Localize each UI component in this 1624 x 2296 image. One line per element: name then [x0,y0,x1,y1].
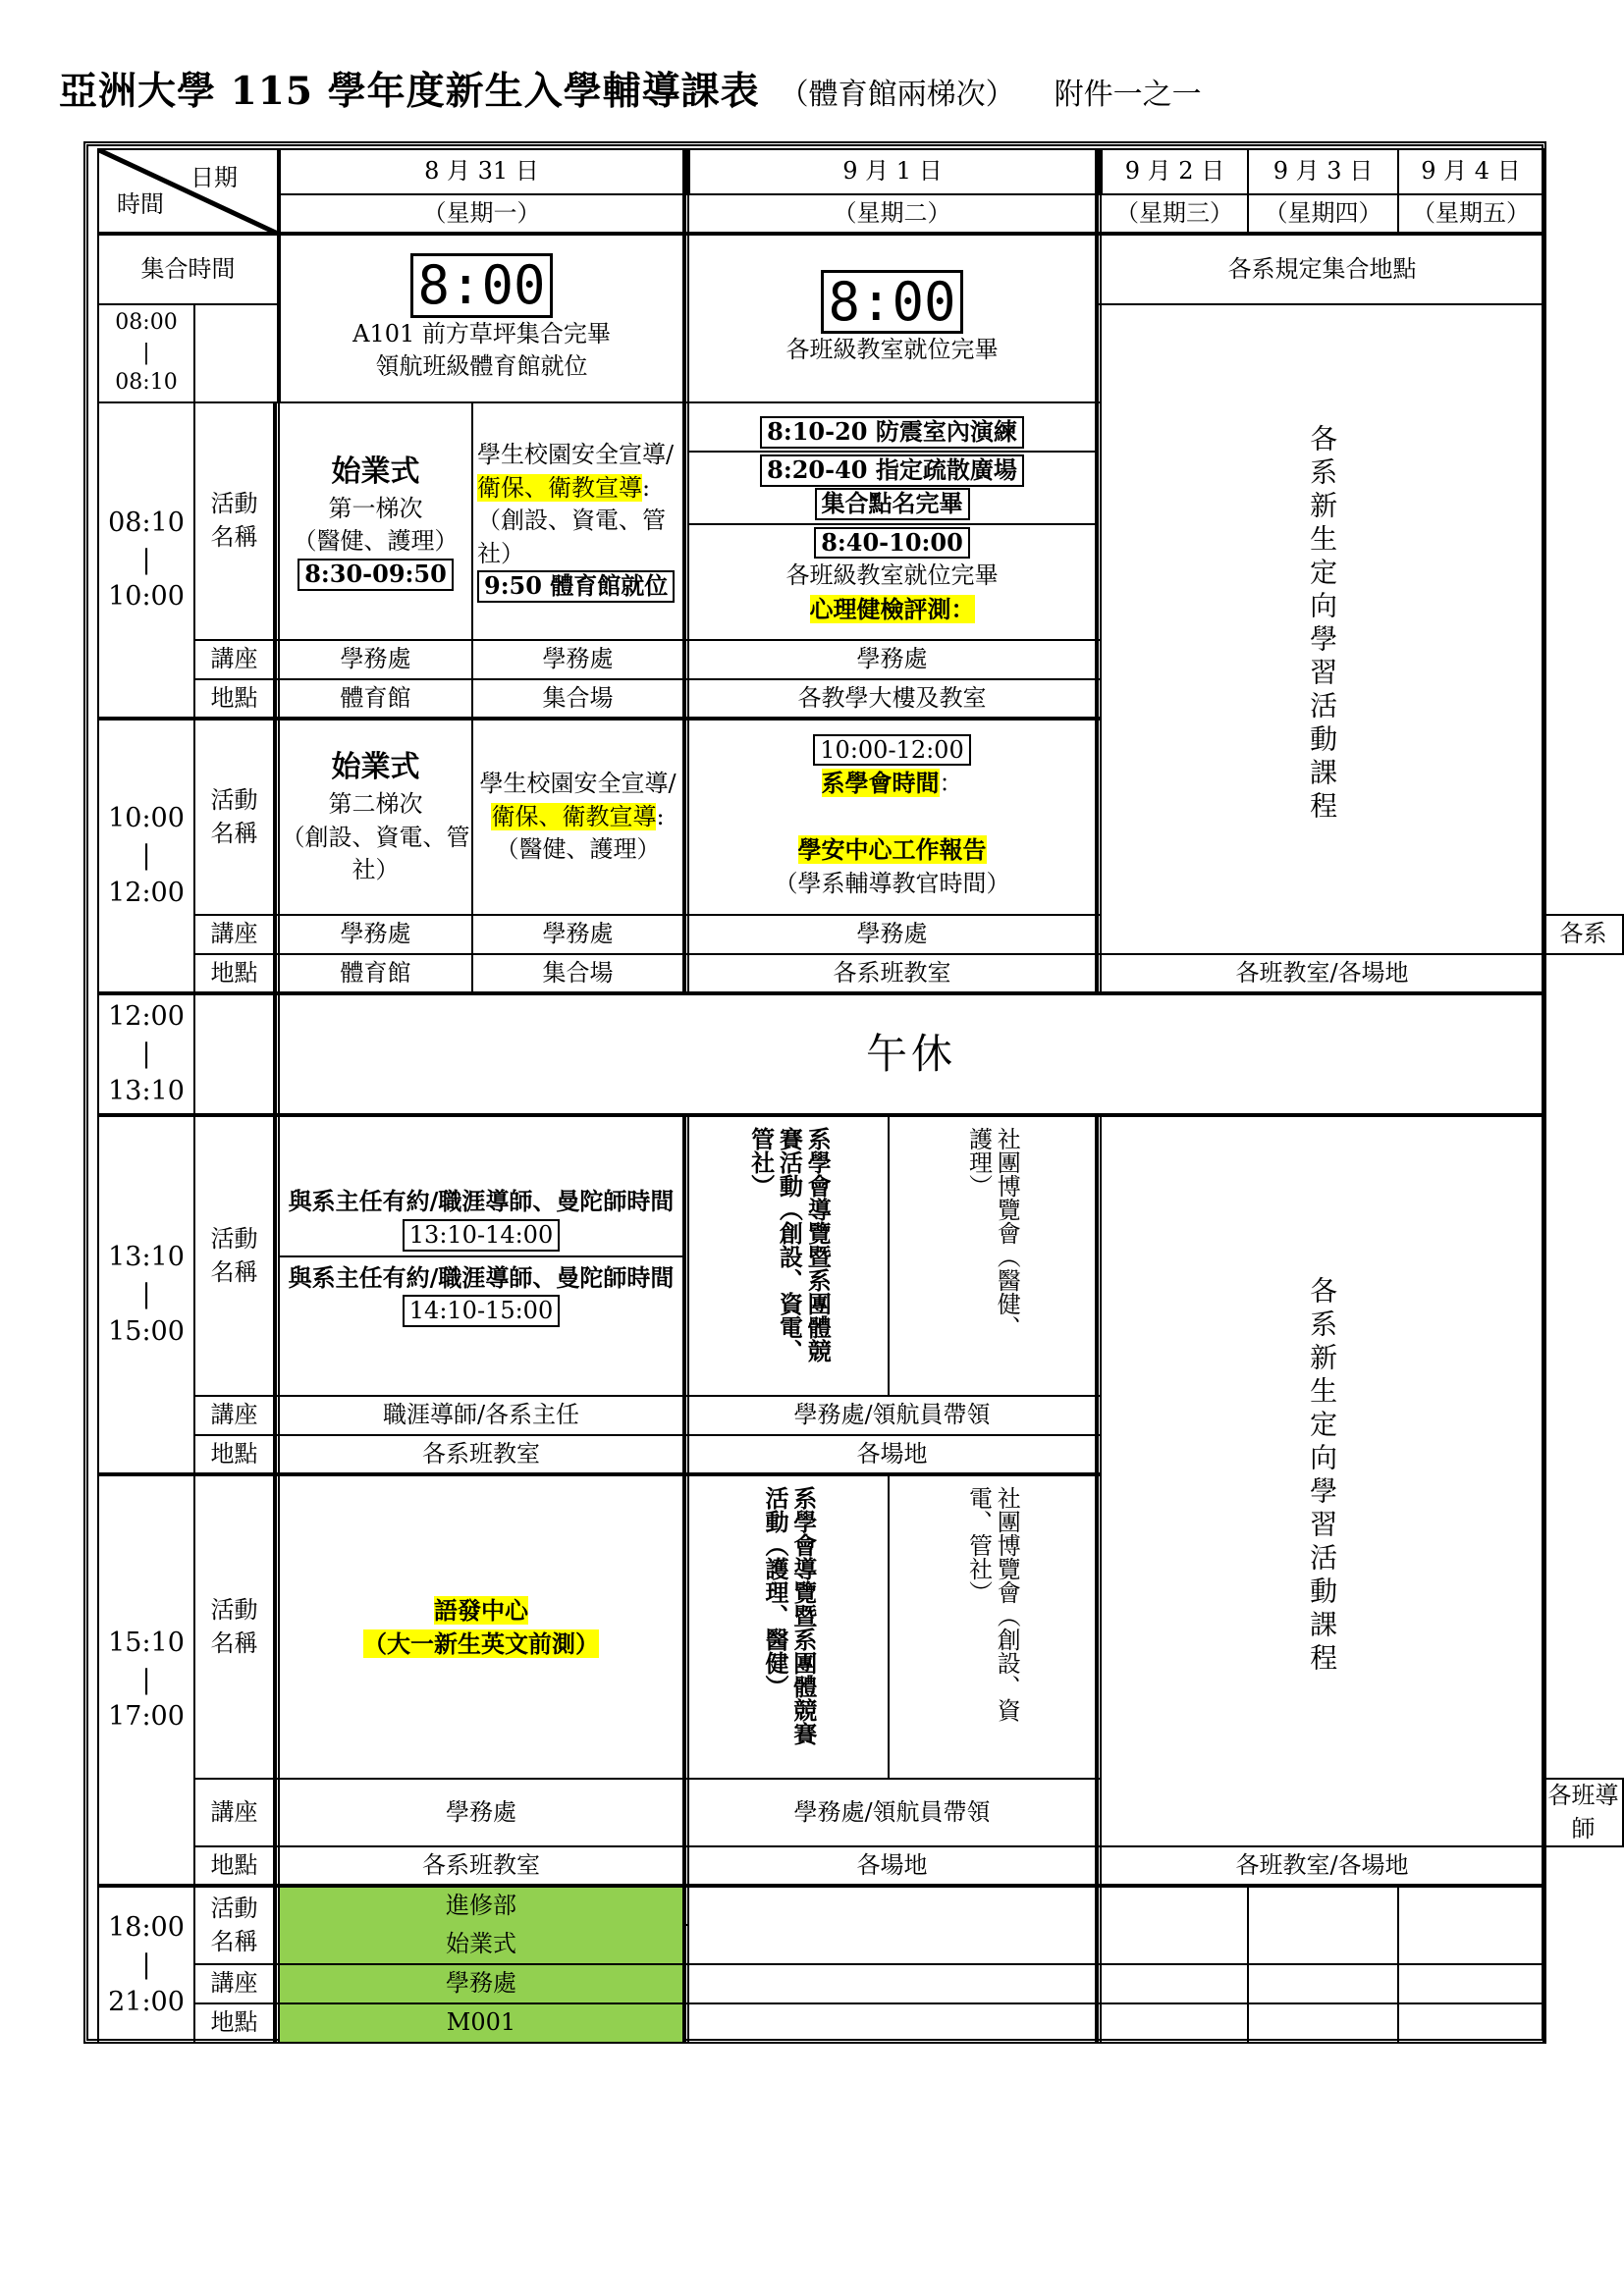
block4-loc-d1: 各系班教室 [279,1846,684,1886]
block3-time: 13:10 | 15:00 [98,1115,194,1474]
block4-lect-d3: 各班導師 [1543,1779,1623,1846]
day1-weekday: （星期一） [279,194,684,234]
block1-activity-label: 活動 名稱 [194,402,275,640]
block4-loc-d3: 各班教室/各場地 [1101,1846,1543,1886]
block1-loc-d1a: 體育館 [279,679,472,719]
block1-evac1: 8:20-40 指定疏散廣場 [760,454,1024,487]
side-block1 [1101,304,1543,954]
block1-day1a [279,402,472,640]
block4-day1-hl2: （大一新生英文前測） [363,1629,599,1658]
block5-location-label: 地點 [194,2003,275,2043]
gather-day1-time: 8:00 [410,253,552,317]
block2-day2 [688,719,1097,915]
gather-day2-time: 8:00 [821,270,962,334]
block5-act2: 始業式 [279,1925,684,1964]
block1-day1b-pre: 學生校園安全宣導/ [477,441,675,469]
page-title [59,61,1202,116]
block4-lecturer-label: 講座 [194,1779,275,1846]
block1-day2 [688,402,1097,640]
title-main: 亞洲大學 115 學年度新生入學輔導課表 [59,69,760,114]
block4-day1 [279,1474,684,1779]
day3-date: 9 月 2 日 [1101,149,1248,194]
day3-weekday: （星期三） [1101,194,1248,234]
block3-day2b-text: 社團博覽會（醫健、護理） [964,1127,1021,1339]
schedule-table [97,148,1624,2044]
day4-weekday: （星期四） [1248,194,1398,234]
block4-day1-hl1: 語發中心 [434,1595,528,1625]
block3-day2b [889,1115,1097,1396]
block2-day2-hl2: 學安中心工作報告 [797,835,987,865]
block3-lect-d1: 職涯導師/各系主任 [279,1396,684,1435]
block1-day1a-time: 8:30-09:50 [298,559,454,591]
block3-location-label: 地點 [194,1435,275,1474]
day5-weekday: （星期五） [1398,194,1543,234]
block3-activity-label: 活動 名稱 [194,1115,275,1396]
block1-day1b [472,402,684,640]
block1-lecturer-label: 講座 [194,640,275,679]
block4-time: 15:10 | 17:00 [98,1474,194,1886]
block2-day2-text: （學系輔導教官時間） [774,869,1010,897]
block1-location-label: 地點 [194,679,275,719]
block2-day2-colon: ： [939,770,963,798]
block3-day1-time2: 14:10-15:00 [403,1295,560,1327]
block3-loc-d2: 各場地 [688,1435,1097,1474]
block1-day1a-text: 第一梯次 （醫健、護理） [293,494,459,556]
block4-loc-d2: 各場地 [688,1846,1097,1886]
gather-day1 [279,234,684,402]
block5-act1: 進修部 [279,1886,684,1925]
gather-day2 [688,234,1097,402]
block4-day2b-text: 社團博覽會（創設、資電、管社） [964,1486,1021,1722]
block5-time: 18:00 | 21:00 [98,1886,194,2043]
block2-time: 10:00 | 12:00 [98,719,194,993]
block4-lect-d1: 學務處 [279,1779,684,1846]
block4-day2a [688,1474,889,1779]
block1-day2-time: 8:40-10:00 [814,527,970,560]
lunch-time: 12:00 | 13:10 [98,993,194,1115]
side-text-2: 各系新生定向學習活動課程 [1306,1276,1339,1678]
block2-loc-d1a: 體育館 [279,954,472,993]
block3-day1-text2: 與系主任有約/職涯導師、曼陀師時間 [288,1262,675,1292]
block1-lect-d2: 學務處 [688,640,1097,679]
block1-lect-d1a: 學務處 [279,640,472,679]
block1-day1b-box: 9:50 體育館就位 [477,570,675,603]
day4-date: 9 月 3 日 [1248,149,1398,194]
block2-lect-d3: 各系 [1543,915,1623,954]
block2-day2-hl1: 系學會時間 [821,769,940,798]
block4-lect-d2: 學務處/領航員帶領 [688,1779,1097,1846]
date-label: 日期 [190,164,238,191]
block2-day1b-post: : （醫健、護理） [495,802,665,864]
block2-day1a-text: 第二梯次 （創設、資電、管社） [281,790,470,884]
day2-weekday: （星期二） [688,194,1097,234]
block1-day1b-hl: 衛保、衛教宣導 [477,473,642,502]
block2-lecturer-label: 講座 [194,915,275,954]
block3-day2a-text: 系學會導覽暨系團體競賽活動（創設、資電、管社） [746,1127,833,1362]
block5-lecturer-label: 講座 [194,1964,275,2003]
block1-day2-text: 各班級教室就位完畢 [785,561,999,590]
block2-loc-d3: 各班教室/各場地 [1101,954,1543,993]
block2-location-label: 地點 [194,954,275,993]
block1-drill: 8:10-20 防震室內演練 [760,416,1024,449]
side-block2 [1101,1115,1543,1846]
block1-loc-d1b: 集合場 [472,679,684,719]
day1-date: 8 月 31 日 [279,149,684,194]
block3-day1 [279,1115,684,1396]
block4-activity-label: 活動 名稱 [194,1474,275,1779]
title-sub: （體育館兩梯次） [779,78,1015,112]
block2-lect-d1a: 學務處 [279,915,472,954]
block2-loc-d2: 各系班教室 [688,954,1097,993]
side-text-1: 各系新生定向學習活動課程 [1306,424,1339,826]
block2-activity-label: 活動 名稱 [194,719,275,915]
block4-day2a-text: 系學會導覽暨系團體競賽活動（護理、醫健） [761,1486,818,1745]
block2-lect-d2: 學務處 [688,915,1097,954]
block3-loc-d1: 各系班教室 [279,1435,684,1474]
block1-day2-hl: 心理健檢評測： [809,594,975,623]
block2-day2-time: 10:00-12:00 [813,734,970,767]
gather-time-label: 集合時間 [98,234,279,304]
lunch-text: 午休 [279,993,1543,1115]
block3-day1-text1: 與系主任有約/職涯導師、曼陀師時間 [288,1187,675,1216]
block3-day1-time1: 13:10-14:00 [403,1219,560,1252]
block4-day2b [889,1474,1097,1779]
block1-time: 08:10 | 10:00 [98,402,194,719]
block1-lect-d1b: 學務處 [472,640,684,679]
gather-day3to5: 各系規定集合地點 [1101,234,1543,304]
day5-date: 9 月 4 日 [1398,149,1543,194]
block3-lect-d2: 學務處/領航員帶領 [688,1396,1097,1435]
header-corner [98,149,279,234]
block1-evac2: 集合點名完畢 [815,488,970,520]
title-annex: 附件一之一 [1054,78,1202,112]
block4-location-label: 地點 [194,1846,275,1886]
gather-day1-text: A101 前方草坪集合完畢 領航班級體育館就位 [352,319,611,381]
block1-day1a-title: 始業式 [331,454,420,489]
block3-day2a [688,1115,889,1396]
block2-day1a [279,719,472,915]
gather-day2-text: 各班級教室就位完畢 [785,336,999,364]
block2-day1b-hl: 衛保、衛教宣導 [491,802,657,830]
time-label: 時間 [117,190,164,219]
block5-loc: M001 [279,2003,684,2043]
block2-loc-d1b: 集合場 [472,954,684,993]
block3-lecturer-label: 講座 [194,1396,275,1435]
block2-lect-d1b: 學務處 [472,915,684,954]
block1-day1b-post: : （創設、資電、管社） [477,473,666,567]
block5-activity-label: 活動 名稱 [194,1886,275,1964]
block5-lect: 學務處 [279,1964,684,2003]
day2-date: 9 月 1 日 [688,149,1097,194]
block2-day1b [472,719,684,915]
gather-start-time: 08:00 | 08:10 [98,304,194,402]
block1-loc-d2: 各教學大樓及教室 [688,679,1097,719]
block2-day1b-pre: 學生校園安全宣導/ [479,770,677,798]
block2-day1a-title: 始業式 [331,750,420,785]
